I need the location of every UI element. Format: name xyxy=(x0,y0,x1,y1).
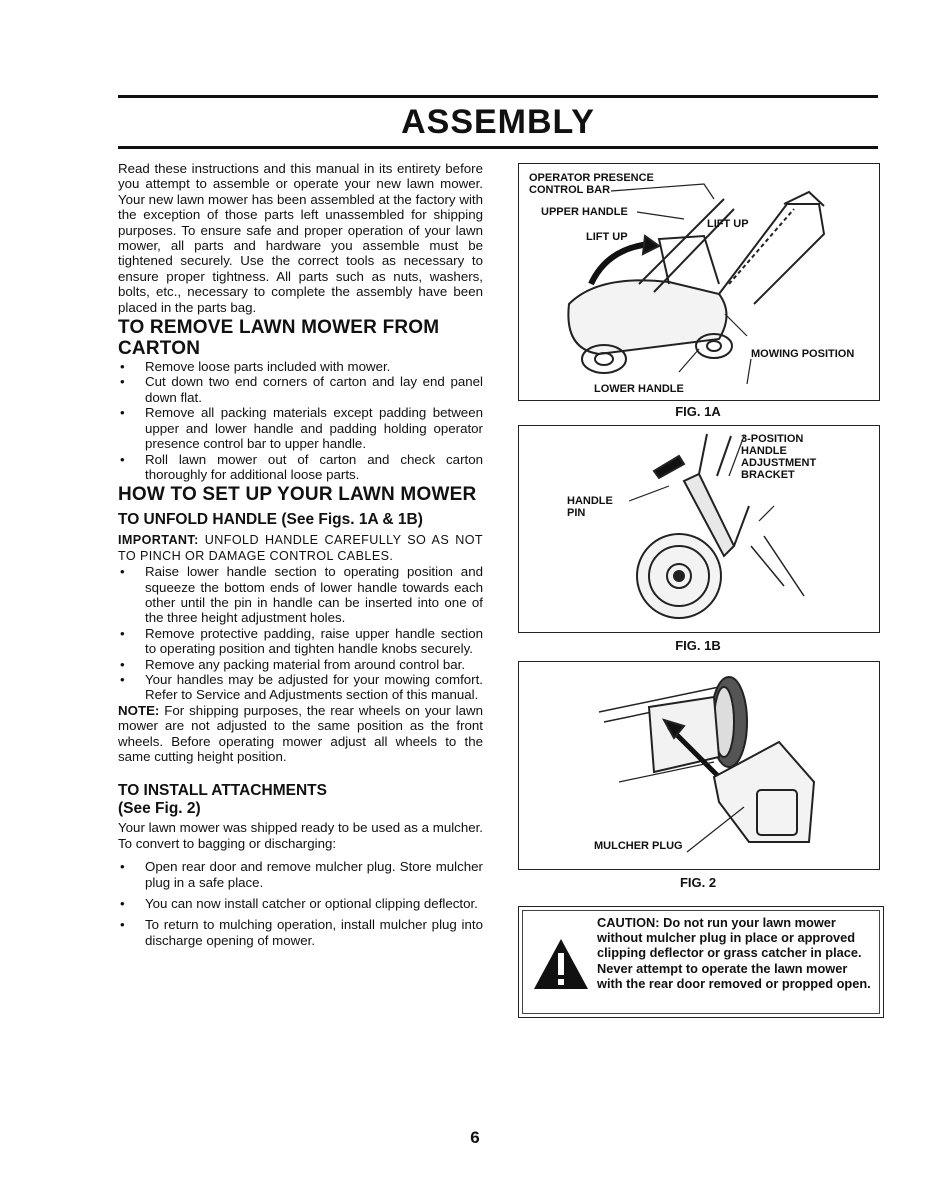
figure-2 xyxy=(518,661,880,870)
page-number: 6 xyxy=(470,1128,480,1147)
list-item: • Roll lawn mower out of carton and check carton thoroughly for additional loose parts. xyxy=(118,452,483,483)
mower-handle-illustration xyxy=(519,164,879,400)
important-note xyxy=(118,533,483,564)
attachments-intro: Your lawn mower was shipped ready to be used as a mulcher. To convert to bagging or discharging: xyxy=(118,820,483,851)
figure-1a xyxy=(518,163,880,401)
important-label: IMPORTANT: xyxy=(118,533,199,548)
handle-bracket-illustration xyxy=(519,426,879,632)
list-item: • To return to mulching operation, install mulcher plug into discharge opening of mower. xyxy=(118,917,483,948)
remove-list xyxy=(118,359,483,482)
figure-1b xyxy=(518,425,880,633)
label-lower-handle: LOWER HANDLE xyxy=(594,383,684,395)
remove-heading: TO REMOVE LAWN MOWER FROM CARTON xyxy=(118,317,440,360)
list-item: • Your handles may be adjusted for your mowing comfort. Refer to Service and Adjustments section of this manual. xyxy=(118,672,483,703)
unfold-list xyxy=(118,564,483,703)
label-handle-pin: HANDLE PIN xyxy=(567,495,613,519)
label-mowing-position: MOWING POSITION xyxy=(751,348,855,360)
note-label: NOTE: xyxy=(118,702,160,718)
label-lift-up-left: LIFT UP xyxy=(586,231,628,243)
figure-2-caption: FIG. 2 xyxy=(679,875,717,890)
title-rule xyxy=(118,146,878,149)
list-item: • Remove all packing materials except padding between upper and lower handle and padding holding operator presence control bar to upper handle. xyxy=(118,405,483,451)
note-text: For shipping purposes, the rear wheels on your lawn mower are not adjusted to the same position as the front wheels. Before operating mower adjust all wheels to the same cutting height position. xyxy=(118,702,483,764)
label-mulcher-plug: MULCHER PLUG xyxy=(594,840,683,852)
intro-paragraph: Read these instructions and this manual in its entirety before you attempt to assemble or operate your new lawn mower. Your new lawn mower has been assembled at the factory with the exception of those parts left unassembled for shipping purposes. To ensure safe and proper operation of your lawn mower, all parts and hardware you assemble must be tightened securely. Use the correct tools as necessary to ensure proper tightness. All parts such as nuts, washers, bolts, etc., necessary to complete the assembly have been placed in the parts bag. xyxy=(118,161,483,315)
setup-heading: HOW TO SET UP YOUR LAWN MOWER xyxy=(118,484,477,506)
label-adjustment-bracket: 3-POSITION HANDLE ADJUSTMENT BRACKET xyxy=(741,433,817,481)
figure-1b-caption: FIG. 1B xyxy=(675,638,721,653)
attachments-subheading: (See Fig. 2) xyxy=(118,800,201,818)
left-column xyxy=(118,161,483,954)
label-lift-up-right: LIFT UP xyxy=(707,218,749,230)
attachments-list xyxy=(118,859,483,948)
shipping-note xyxy=(118,703,483,765)
caution-text: CAUTION: Do not run your lawn mower without mulcher plug in place or approved clipping deflector or grass catcher in place. Never attempt to operate the lawn mower with the rear door removed or propped open. xyxy=(597,915,871,991)
mulcher-plug-illustration xyxy=(519,662,879,869)
important-text: UNFOLD HANDLE CAREFULLY SO AS NOT TO PINCH OR DAMAGE CONTROL CABLES. xyxy=(118,533,483,563)
list-item: • Raise lower handle section to operating position and squeeze the bottom ends of lower handle towards each other until the pin in handle can be inserted into one of the three height adjustment holes. xyxy=(118,564,483,626)
label-operator-presence-bar: OPERATOR PRESENCE CONTROL BAR xyxy=(529,172,654,196)
list-item: • Remove protective padding, raise upper handle section to operating position and tighten handle knobs securely. xyxy=(118,626,483,657)
warning-icon xyxy=(531,935,591,995)
attachments-heading: TO INSTALL ATTACHMENTS xyxy=(118,782,327,800)
list-item: • Open rear door and remove mulcher plug. Store mulcher plug in a safe place. xyxy=(118,859,483,890)
unfold-subheading: TO UNFOLD HANDLE (See Figs. 1A & 1B) xyxy=(118,511,423,529)
label-upper-handle: UPPER HANDLE xyxy=(541,206,628,218)
list-item: • You can now install catcher or optional clipping deflector. xyxy=(118,896,483,911)
list-item: • Cut down two end corners of carton and lay end panel down flat. xyxy=(118,374,483,405)
page-title: ASSEMBLY xyxy=(401,103,595,141)
list-item: • Remove any packing material from around control bar. xyxy=(118,657,483,672)
caution-box xyxy=(518,906,884,1018)
list-item: • Remove loose parts included with mower. xyxy=(118,359,483,374)
figure-1a-caption: FIG. 1A xyxy=(675,404,721,419)
top-rule xyxy=(118,95,878,98)
